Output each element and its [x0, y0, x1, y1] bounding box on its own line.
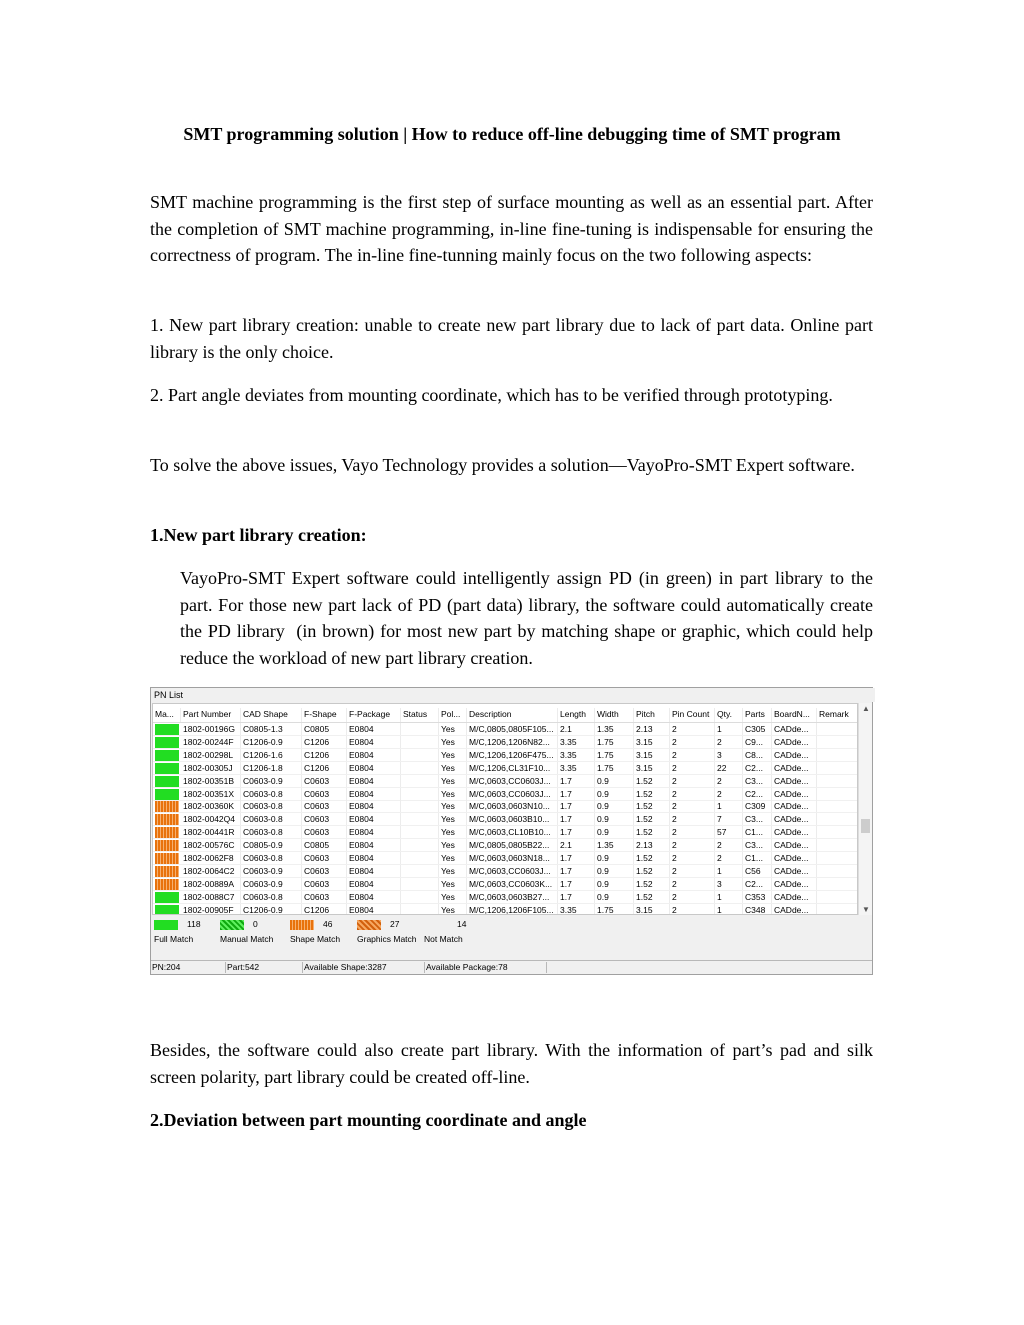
pn-list-window — [150, 687, 873, 975]
point-2-paragraph: 2. Part angle deviates from mounting coordinate, which has to be verified through prototyping. — [150, 385, 833, 405]
graphics-match-swatch — [357, 920, 381, 930]
table-cell — [401, 891, 439, 903]
table-cell — [401, 788, 439, 800]
table-cell: 1.7 — [558, 852, 595, 864]
table-cell: M/C,0805,0805F105... — [467, 723, 558, 735]
table-cell: Yes — [439, 826, 467, 838]
pn-list-table[interactable] — [152, 703, 858, 915]
table-cell: 2 — [670, 826, 715, 838]
table-cell: E0804 — [347, 749, 401, 761]
shape-match-indicator — [155, 801, 179, 812]
table-cell: 1.7 — [558, 800, 595, 812]
table-cell: C2... — [743, 762, 772, 774]
column-header[interactable]: F-Shape — [302, 708, 347, 722]
table-cell: 1802-00351X — [181, 788, 241, 800]
table-cell: 2 — [670, 865, 715, 877]
shape-match-indicator — [155, 879, 179, 890]
column-header[interactable]: CAD Shape — [241, 708, 302, 722]
table-cell: CADde... — [772, 775, 817, 787]
table-cell: 1.52 — [634, 865, 670, 877]
status-field: PN:204 — [151, 962, 226, 973]
table-cell: C305 — [743, 723, 772, 735]
table-cell: 1.7 — [558, 826, 595, 838]
status-bar — [151, 960, 872, 975]
legend-label: Not Match — [424, 934, 463, 944]
shape-match-indicator — [155, 827, 179, 838]
table-row[interactable] — [153, 800, 857, 813]
table-cell: 2 — [670, 852, 715, 864]
table-cell: Yes — [439, 891, 467, 903]
table-cell: Yes — [439, 749, 467, 761]
table-row[interactable] — [153, 736, 857, 749]
status-field: Available Shape:3287 — [303, 962, 425, 973]
table-cell: M/C,1206,1206N82... — [467, 736, 558, 748]
section-2-heading: 2.Deviation between part mounting coordinate and angle — [150, 1110, 587, 1130]
table-cell: M/C,0603,0603N10... — [467, 800, 558, 812]
legend-label: Manual Match — [220, 934, 274, 944]
table-cell: 3.15 — [634, 736, 670, 748]
table-cell: 2 — [715, 839, 743, 851]
table-cell: C0805-0.9 — [241, 839, 302, 851]
table-cell: E0804 — [347, 775, 401, 787]
shape-match-swatch — [290, 920, 314, 930]
table-cell: 1802-00905F — [181, 904, 241, 915]
scroll-down-icon[interactable]: ▼ — [862, 905, 870, 914]
table-cell: C3... — [743, 839, 772, 851]
table-cell: M/C,1206,1206F475... — [467, 749, 558, 761]
table-cell: E0804 — [347, 800, 401, 812]
table-cell: M/C,0603,CC0603K... — [467, 878, 558, 890]
table-cell: C56 — [743, 865, 772, 877]
table-cell — [401, 762, 439, 774]
table-cell: CADde... — [772, 852, 817, 864]
table-cell: Yes — [439, 775, 467, 787]
table-cell — [401, 813, 439, 825]
table-cell: 1.75 — [595, 736, 634, 748]
table-row[interactable] — [153, 813, 857, 826]
table-cell: 2.13 — [634, 839, 670, 851]
column-header[interactable]: F-Package — [347, 708, 401, 722]
table-row[interactable] — [153, 878, 857, 891]
table-row[interactable] — [153, 904, 857, 915]
table-cell: 1802-00244F — [181, 736, 241, 748]
column-header[interactable]: Width — [595, 708, 634, 722]
table-row[interactable] — [153, 839, 857, 852]
table-cell: 1802-00889A — [181, 878, 241, 890]
vertical-scrollbar[interactable] — [858, 703, 872, 915]
table-cell: 1 — [715, 800, 743, 812]
table-cell: C1206 — [302, 749, 347, 761]
status-field: Available Package:78 — [425, 962, 547, 973]
table-cell: C0603-0.9 — [241, 775, 302, 787]
table-cell: C2... — [743, 878, 772, 890]
table-cell: C0603-0.8 — [241, 826, 302, 838]
column-header[interactable]: Qty. — [715, 708, 743, 722]
table-cell: 1802-00196G — [181, 723, 241, 735]
full-match-indicator — [155, 750, 179, 761]
table-cell — [401, 736, 439, 748]
table-cell: 2 — [670, 723, 715, 735]
table-cell: E0804 — [347, 878, 401, 890]
table-cell: C2... — [743, 788, 772, 800]
table-cell: 1.7 — [558, 891, 595, 903]
table-cell: 1802-00360K — [181, 800, 241, 812]
pn-list-header-row — [153, 708, 857, 723]
table-cell: 0.9 — [595, 852, 634, 864]
table-cell: 2 — [670, 749, 715, 761]
table-cell: 1802-00576C — [181, 839, 241, 851]
full-match-indicator — [155, 905, 179, 915]
table-cell: E0804 — [347, 904, 401, 915]
table-cell: 1.7 — [558, 878, 595, 890]
table-cell — [401, 749, 439, 761]
table-cell: 2 — [670, 762, 715, 774]
column-header[interactable]: Part Number — [181, 708, 241, 722]
table-cell: C3... — [743, 813, 772, 825]
table-cell: 2.1 — [558, 839, 595, 851]
table-cell: 0.9 — [595, 865, 634, 877]
table-cell: 3 — [715, 878, 743, 890]
table-cell: C0603-0.8 — [241, 813, 302, 825]
table-cell: C0805 — [302, 723, 347, 735]
table-cell: 3.15 — [634, 749, 670, 761]
table-row[interactable] — [153, 826, 857, 839]
table-cell: Yes — [439, 813, 467, 825]
table-cell: M/C,1206,1206F105... — [467, 904, 558, 915]
table-cell: 2 — [670, 891, 715, 903]
table-cell: 1802-00351B — [181, 775, 241, 787]
legend-count: 14 — [457, 919, 467, 929]
column-header[interactable]: Pin Count — [670, 708, 715, 722]
table-cell: 57 — [715, 826, 743, 838]
table-cell: C1206-0.9 — [241, 736, 302, 748]
table-row[interactable] — [153, 762, 857, 775]
full-match-swatch — [154, 920, 178, 930]
table-cell: CADde... — [772, 736, 817, 748]
table-cell: C1206 — [302, 736, 347, 748]
table-cell: E0804 — [347, 736, 401, 748]
table-cell — [401, 723, 439, 735]
table-row[interactable] — [153, 788, 857, 801]
table-cell: CADde... — [772, 723, 817, 735]
legend-count: 0 — [253, 919, 258, 929]
table-cell: C0603 — [302, 852, 347, 864]
table-cell: 1802-00298L — [181, 749, 241, 761]
table-cell: C3... — [743, 775, 772, 787]
table-cell: 1.52 — [634, 800, 670, 812]
table-cell: C0603 — [302, 800, 347, 812]
table-cell: 0.9 — [595, 826, 634, 838]
shape-match-indicator — [155, 866, 179, 877]
table-cell: C309 — [743, 800, 772, 812]
table-cell: M/C,0603,0603B10... — [467, 813, 558, 825]
table-row[interactable] — [153, 891, 857, 904]
table-cell: E0804 — [347, 826, 401, 838]
manual-match-swatch — [220, 920, 244, 930]
table-cell: 2 — [670, 775, 715, 787]
table-cell: M/C,0603,CC0603J... — [467, 775, 558, 787]
shape-match-indicator — [155, 814, 179, 825]
page-title: SMT programming solution | How to reduce off-line debugging time of SMT program — [183, 124, 841, 144]
table-cell: C348 — [743, 904, 772, 915]
table-cell: C0603 — [302, 865, 347, 877]
full-match-indicator — [155, 892, 179, 903]
table-cell: C1206 — [302, 904, 347, 915]
column-header[interactable]: Description — [467, 708, 558, 722]
table-cell: 22 — [715, 762, 743, 774]
table-cell: 0.9 — [595, 788, 634, 800]
table-cell: M/C,1206,CL31F10... — [467, 762, 558, 774]
table-cell: M/C,0603,0603N18... — [467, 852, 558, 864]
full-match-indicator — [155, 763, 179, 774]
shape-match-indicator — [155, 853, 179, 864]
legend-count: 27 — [390, 919, 400, 929]
table-cell: C0603-0.8 — [241, 891, 302, 903]
table-cell: E0804 — [347, 762, 401, 774]
full-match-indicator — [155, 776, 179, 787]
table-cell: 1.52 — [634, 775, 670, 787]
table-cell: CADde... — [772, 762, 817, 774]
table-cell: 1 — [715, 904, 743, 915]
table-cell: C0603 — [302, 788, 347, 800]
table-cell: 1802-0042Q4 — [181, 813, 241, 825]
table-cell: Yes — [439, 904, 467, 915]
table-cell: 1.75 — [595, 762, 634, 774]
table-cell: Yes — [439, 762, 467, 774]
table-cell: 1.35 — [595, 839, 634, 851]
table-cell: 2 — [670, 813, 715, 825]
table-cell: 7 — [715, 813, 743, 825]
table-cell: CADde... — [772, 749, 817, 761]
intro-paragraph: SMT machine programming is the first step of surface mounting as well as an essential part. After the completion of SMT machine programming, in-line fine-tuning is indispensable for ensuring the correctness of program. The in-line fine-tunning mainly focus on the two following aspects: — [150, 192, 873, 266]
table-cell: 1.7 — [558, 775, 595, 787]
table-cell: M/C,0805,0805B22... — [467, 839, 558, 851]
table-cell: E0804 — [347, 891, 401, 903]
table-cell: 1.75 — [595, 904, 634, 915]
table-cell: 1.52 — [634, 788, 670, 800]
table-cell: C1206 — [302, 762, 347, 774]
table-cell — [401, 852, 439, 864]
table-cell: 0.9 — [595, 800, 634, 812]
column-header[interactable]: Pitch — [634, 708, 670, 722]
table-cell — [401, 775, 439, 787]
table-cell: C9... — [743, 736, 772, 748]
table-cell: 0.9 — [595, 813, 634, 825]
table-cell: 3.35 — [558, 749, 595, 761]
table-cell: CADde... — [772, 813, 817, 825]
table-cell: 1.75 — [595, 749, 634, 761]
table-cell: C8... — [743, 749, 772, 761]
table-cell: E0804 — [347, 865, 401, 877]
table-cell: E0804 — [347, 852, 401, 864]
column-header[interactable]: BoardN... — [772, 708, 817, 722]
full-match-indicator — [155, 737, 179, 748]
table-cell: 3.35 — [558, 904, 595, 915]
table-cell: 1802-00305J — [181, 762, 241, 774]
table-cell: C0603-0.9 — [241, 865, 302, 877]
table-cell: 0.9 — [595, 891, 634, 903]
table-cell: C0805-1.3 — [241, 723, 302, 735]
table-cell: 2 — [670, 904, 715, 915]
table-cell: CADde... — [772, 839, 817, 851]
table-cell: 1802-0062F8 — [181, 852, 241, 864]
legend-label: Shape Match — [290, 934, 341, 944]
table-cell: C1... — [743, 826, 772, 838]
table-cell: 1 — [715, 891, 743, 903]
full-match-indicator — [155, 724, 179, 735]
match-legend — [151, 916, 872, 950]
table-cell: 0.9 — [595, 878, 634, 890]
legend-count: 46 — [323, 919, 333, 929]
table-cell: 2 — [670, 736, 715, 748]
table-cell: Yes — [439, 800, 467, 812]
table-cell: E0804 — [347, 723, 401, 735]
table-cell: CADde... — [772, 878, 817, 890]
column-header[interactable]: Parts — [743, 708, 772, 722]
table-cell: 2 — [670, 788, 715, 800]
section-1-body: VayoPro-SMT Expert software could intelligently assign PD (in green) in part library to the part. For those new part lack of PD (part data) library, the software could automatically create the PD library (in brown) for most new part by matching shape or graphic, which could help reduce the workload of new part library creation. — [180, 568, 873, 668]
table-cell: C0805 — [302, 839, 347, 851]
table-cell: C353 — [743, 891, 772, 903]
table-cell: CADde... — [772, 865, 817, 877]
table-cell: 1.7 — [558, 865, 595, 877]
table-cell: C1206-1.8 — [241, 762, 302, 774]
table-cell: Yes — [439, 788, 467, 800]
table-cell: CADde... — [772, 904, 817, 915]
table-cell: 1.52 — [634, 891, 670, 903]
table-cell: M/C,0603,CC0603J... — [467, 788, 558, 800]
table-row[interactable] — [153, 723, 857, 736]
column-header[interactable]: Ma... — [153, 708, 181, 722]
table-cell: C0603 — [302, 891, 347, 903]
table-cell: C0603 — [302, 826, 347, 838]
column-header[interactable]: Length — [558, 708, 595, 722]
table-cell: C1206-1.6 — [241, 749, 302, 761]
legend-label: Full Match — [154, 934, 194, 944]
column-header[interactable]: Status — [401, 708, 439, 722]
table-cell: 2 — [670, 878, 715, 890]
table-cell: C0603-0.8 — [241, 852, 302, 864]
table-cell: 1.52 — [634, 813, 670, 825]
table-cell: 2 — [715, 775, 743, 787]
scroll-up-icon[interactable]: ▲ — [862, 704, 870, 713]
table-cell: 2 — [715, 852, 743, 864]
table-row[interactable] — [153, 852, 857, 865]
table-cell: 1.35 — [595, 723, 634, 735]
table-cell: M/C,0603,CC0603J... — [467, 865, 558, 877]
pn-list-title: PN List — [151, 688, 875, 702]
full-match-indicator — [155, 789, 179, 800]
table-cell: 1802-0064C2 — [181, 865, 241, 877]
table-cell: M/C,0603,CL10B10... — [467, 826, 558, 838]
table-cell: 1 — [715, 865, 743, 877]
shape-match-indicator — [155, 840, 179, 851]
table-cell: 3.15 — [634, 904, 670, 915]
table-cell: CADde... — [772, 788, 817, 800]
table-cell: Yes — [439, 723, 467, 735]
table-cell: C1... — [743, 852, 772, 864]
table-cell — [401, 800, 439, 812]
table-cell: 1.7 — [558, 788, 595, 800]
column-header[interactable]: Pol... — [439, 708, 467, 722]
solution-paragraph: To solve the above issues, Vayo Technology provides a solution—VayoPro-SMT Expert software. — [150, 455, 855, 475]
table-cell: E0804 — [347, 813, 401, 825]
table-cell: E0804 — [347, 839, 401, 851]
table-cell: 3.15 — [634, 762, 670, 774]
table-cell: C0603 — [302, 813, 347, 825]
table-cell: 1802-0088C7 — [181, 891, 241, 903]
table-cell: E0804 — [347, 788, 401, 800]
table-cell — [401, 826, 439, 838]
table-cell: 1802-00441R — [181, 826, 241, 838]
table-cell: 2.1 — [558, 723, 595, 735]
table-cell: C0603 — [302, 878, 347, 890]
table-cell: 1.52 — [634, 852, 670, 864]
table-cell: CADde... — [772, 826, 817, 838]
table-cell: 1.7 — [558, 813, 595, 825]
table-cell: C0603 — [302, 775, 347, 787]
table-cell — [401, 878, 439, 890]
table-row[interactable] — [153, 865, 857, 878]
table-cell: 2 — [670, 800, 715, 812]
table-cell: 1.52 — [634, 878, 670, 890]
table-cell: 1.52 — [634, 826, 670, 838]
table-cell: Yes — [439, 839, 467, 851]
column-header[interactable]: Remark — [817, 708, 858, 722]
section-1-heading: 1.New part library creation: — [150, 525, 367, 545]
legend-count: 118 — [187, 919, 201, 929]
table-cell: CADde... — [772, 891, 817, 903]
table-row[interactable] — [153, 775, 857, 788]
table-cell: CADde... — [772, 800, 817, 812]
table-row[interactable] — [153, 749, 857, 762]
table-cell: 2 — [670, 839, 715, 851]
table-cell: C0603-0.8 — [241, 800, 302, 812]
table-cell: 3.35 — [558, 736, 595, 748]
status-field: Part:542 — [226, 962, 303, 973]
table-cell: 3.35 — [558, 762, 595, 774]
table-cell: C0603-0.8 — [241, 788, 302, 800]
scroll-thumb[interactable] — [861, 819, 870, 833]
table-cell — [401, 839, 439, 851]
table-cell: 2.13 — [634, 723, 670, 735]
table-cell: Yes — [439, 736, 467, 748]
table-cell: 1 — [715, 723, 743, 735]
table-cell: C1206-0.9 — [241, 904, 302, 915]
table-cell: Yes — [439, 878, 467, 890]
table-cell: M/C,0603,0603B27... — [467, 891, 558, 903]
besides-paragraph: Besides, the software could also create part library. With the information of part’s pad and silk screen polarity, part library could be created off-line. — [150, 1040, 873, 1087]
table-cell: 2 — [715, 736, 743, 748]
table-cell — [401, 865, 439, 877]
table-cell: C0603-0.9 — [241, 878, 302, 890]
point-1-paragraph: 1. New part library creation: unable to create new part library due to lack of part data. Online part library is the only choice. — [150, 315, 873, 362]
legend-label: Graphics Match — [357, 934, 417, 944]
table-cell: 2 — [715, 788, 743, 800]
table-cell — [401, 904, 439, 915]
table-cell: Yes — [439, 865, 467, 877]
table-cell: 0.9 — [595, 775, 634, 787]
table-cell: 3 — [715, 749, 743, 761]
table-cell: Yes — [439, 852, 467, 864]
